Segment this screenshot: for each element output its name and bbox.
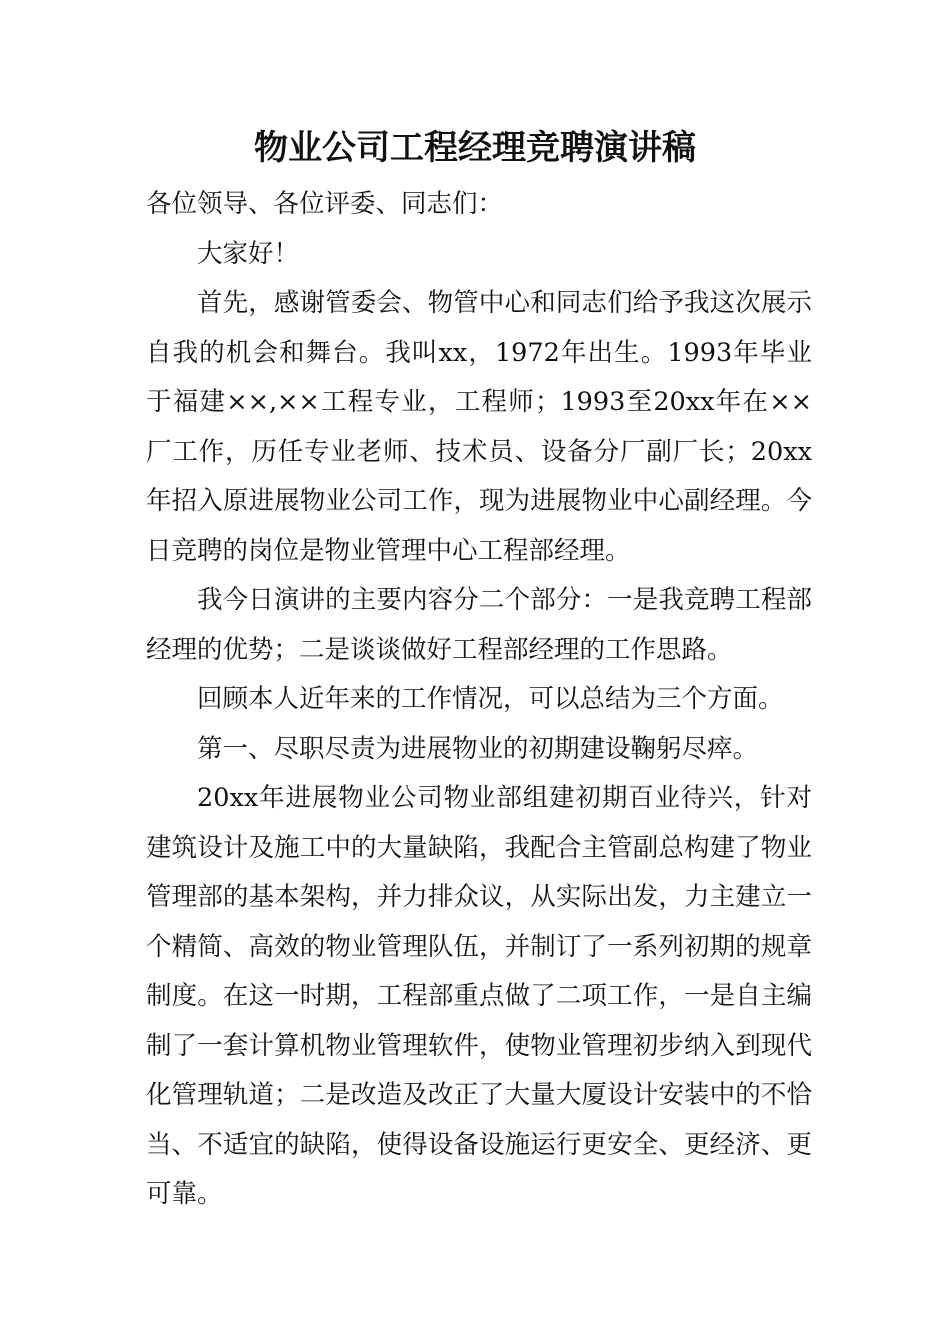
body-paragraph: 首先，感谢管委会、物管中心和同志们给予我这次展示自我的机会和舞台。我叫xx，1972年出生。1993年毕业于福建××,××工程专业，工程师；1993至20xx年在××厂工作，历任专业老师、技术员、设备分厂副厂长；20xx年招入原进展物业公司工作，现为进展物业中心副经理。今日竞聘的岗位是物业管理中心工程部经理。 — [146, 288, 812, 566]
salutation-paragraph: 各位领导、各位评委、同志们： — [146, 189, 504, 219]
document-title: 物业公司工程经理竞聘演讲稿 — [254, 128, 696, 168]
greeting-paragraph: 大家好！ — [197, 238, 300, 269]
body-paragraph: 第一、尽职尽责为进展物业的初期建设鞠躬尽瘁。 — [197, 733, 759, 764]
body-paragraph: 20xx年进展物业公司物业部组建初期百业待兴，针对建筑设计及施工中的大量缺陷，我配合主管副总构建了物业管理部的基本架构，并力排众议，从实际出发，力主建立一个精简、高效的物业管理队伍，并制订了一系列初期的规章制度。在这一时期，工程部重点做了二项工作，一是自主编制了一套计算机物业管理软件，使物业管理初步纳入到现代化管理轨道；二是改造及改正了大量大厦设计安装中的不恰当、不适宜的缺陷，使得设备设施运行更安全、更经济、更可靠。 — [146, 783, 812, 1209]
body-paragraph: 我今日演讲的主要内容分二个部分：一是我竞聘工程部经理的优势；二是谈谈做好工程部经理的工作思路。 — [146, 585, 812, 665]
body-paragraph: 回顾本人近年来的工作情况，可以总结为三个方面。 — [197, 684, 784, 714]
document-body — [146, 180, 812, 1220]
